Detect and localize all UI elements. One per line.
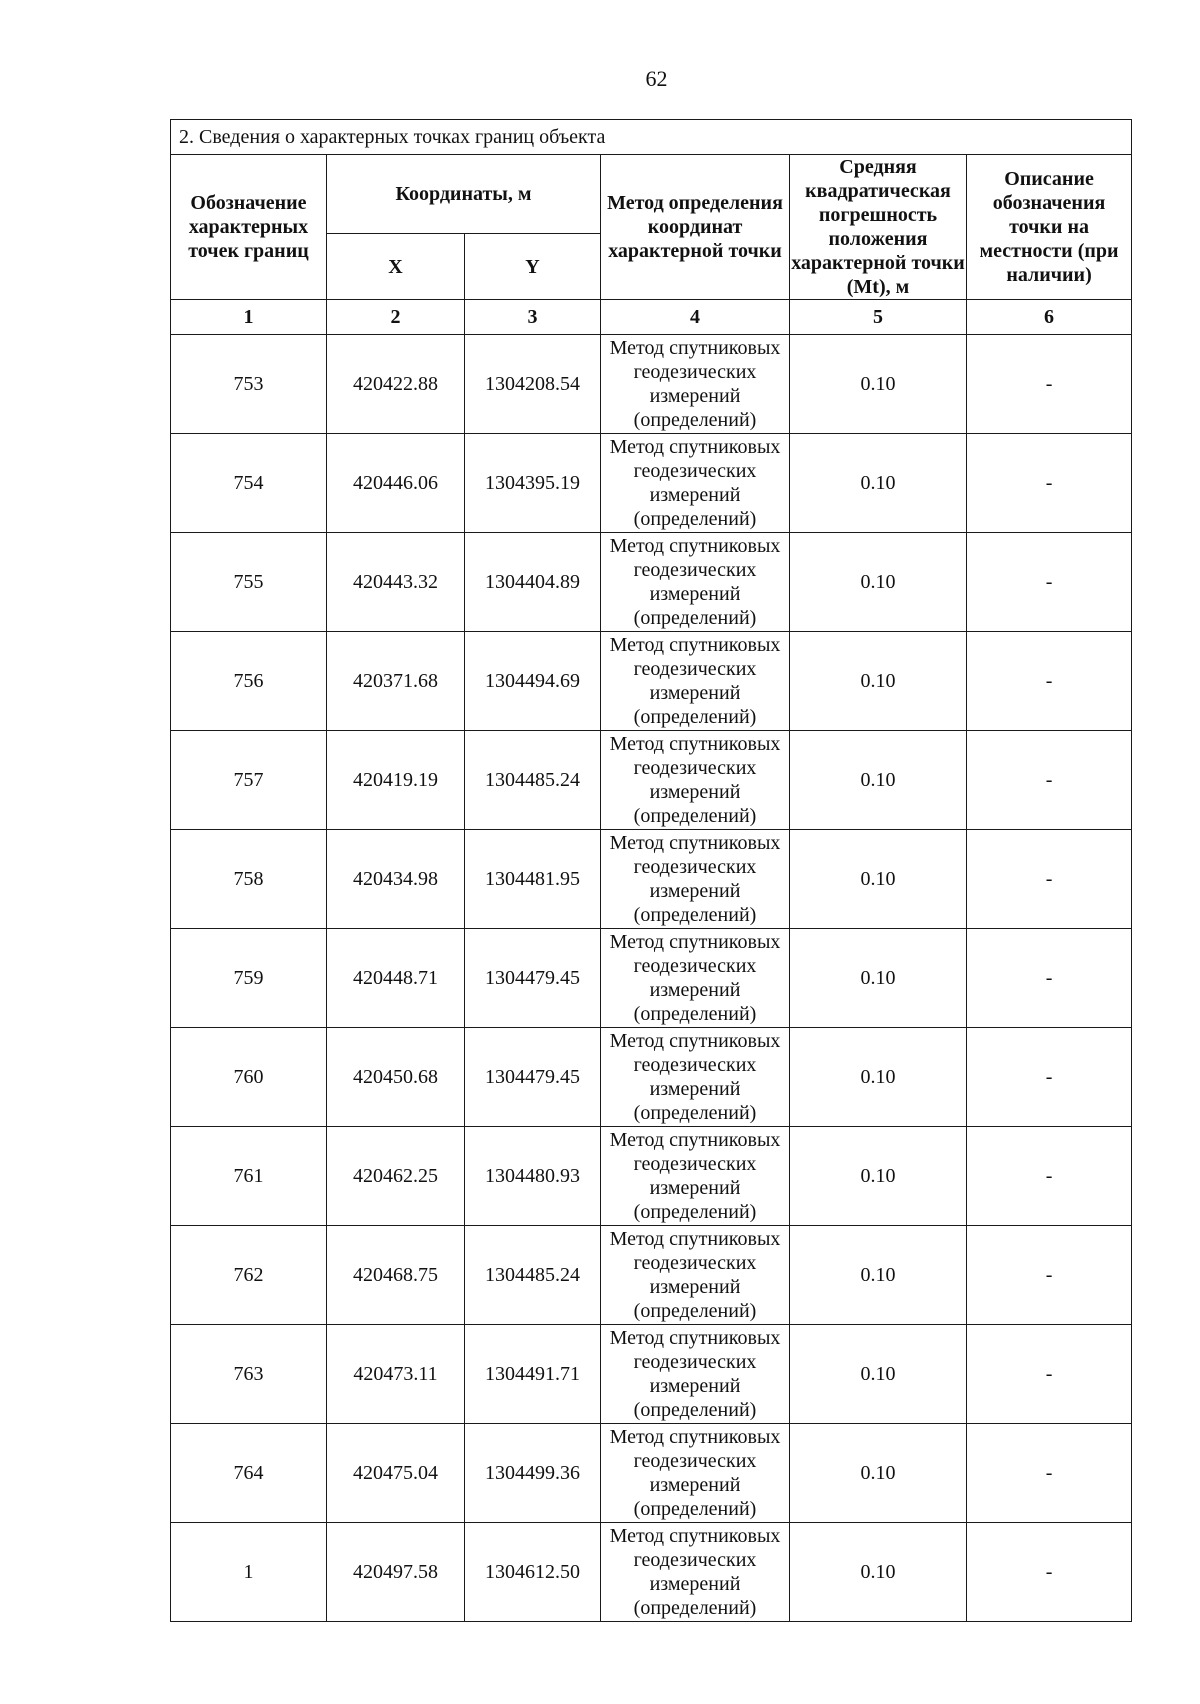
- method-cell: Метод спутниковых геодезических измерений (определений): [601, 434, 790, 533]
- y-cell: 1304485.24: [465, 731, 601, 830]
- x-cell: 420473.11: [327, 1325, 465, 1424]
- error-cell: 0.10: [790, 1226, 967, 1325]
- x-cell: 420475.04: [327, 1424, 465, 1523]
- y-cell: 1304479.45: [465, 929, 601, 1028]
- point-cell: 761: [171, 1127, 327, 1226]
- point-cell: 754: [171, 434, 327, 533]
- column-number: 2: [327, 300, 465, 335]
- y-cell: 1304404.89: [465, 533, 601, 632]
- description-cell: -: [967, 731, 1132, 830]
- error-cell: 0.10: [790, 830, 967, 929]
- point-cell: 759: [171, 929, 327, 1028]
- point-cell: 757: [171, 731, 327, 830]
- column-number: 5: [790, 300, 967, 335]
- point-cell: 763: [171, 1325, 327, 1424]
- table-row: [171, 731, 1132, 830]
- table-row: [171, 632, 1132, 731]
- y-cell: 1304485.24: [465, 1226, 601, 1325]
- description-cell: -: [967, 434, 1132, 533]
- description-cell: -: [967, 1325, 1132, 1424]
- point-cell: 764: [171, 1424, 327, 1523]
- x-cell: 420446.06: [327, 434, 465, 533]
- error-cell: 0.10: [790, 533, 967, 632]
- error-cell: 0.10: [790, 335, 967, 434]
- y-cell: 1304479.45: [465, 1028, 601, 1127]
- boundary-points-table: [170, 119, 1132, 1622]
- y-cell: 1304499.36: [465, 1424, 601, 1523]
- table-row: [171, 1226, 1132, 1325]
- method-cell: Метод спутниковых геодезических измерений (определений): [601, 929, 790, 1028]
- description-cell: -: [967, 1424, 1132, 1523]
- header-x: X: [327, 234, 465, 300]
- column-number: 1: [171, 300, 327, 335]
- method-cell: Метод спутниковых геодезических измерений (определений): [601, 1424, 790, 1523]
- y-cell: 1304494.69: [465, 632, 601, 731]
- y-cell: 1304395.19: [465, 434, 601, 533]
- table-row: [171, 1028, 1132, 1127]
- method-cell: Метод спутниковых геодезических измерений (определений): [601, 1523, 790, 1622]
- table-row: [171, 1523, 1132, 1622]
- method-cell: Метод спутниковых геодезических измерений (определений): [601, 1226, 790, 1325]
- method-cell: Метод спутниковых геодезических измерений (определений): [601, 731, 790, 830]
- error-cell: 0.10: [790, 1325, 967, 1424]
- point-cell: 762: [171, 1226, 327, 1325]
- point-cell: 760: [171, 1028, 327, 1127]
- x-cell: 420419.19: [327, 731, 465, 830]
- description-cell: -: [967, 1127, 1132, 1226]
- table-row: [171, 533, 1132, 632]
- error-cell: 0.10: [790, 1424, 967, 1523]
- section-title: 2. Сведения о характерных точках границ объекта: [171, 120, 1132, 155]
- y-cell: 1304612.50: [465, 1523, 601, 1622]
- point-cell: 755: [171, 533, 327, 632]
- description-cell: -: [967, 632, 1132, 731]
- error-cell: 0.10: [790, 1523, 967, 1622]
- header-error: Средняя квадратическая погрешность положения характерной точки (Mt), м: [791, 156, 965, 298]
- description-cell: -: [967, 1226, 1132, 1325]
- page-number: 62: [645, 66, 668, 91]
- method-cell: Метод спутниковых геодезических измерений (определений): [601, 1028, 790, 1127]
- column-number: 4: [601, 300, 790, 335]
- table-row: [171, 1127, 1132, 1226]
- error-cell: 0.10: [790, 929, 967, 1028]
- table-row: [171, 1325, 1132, 1424]
- y-cell: 1304491.71: [465, 1325, 601, 1424]
- error-cell: 0.10: [790, 1028, 967, 1127]
- y-cell: 1304480.93: [465, 1127, 601, 1226]
- point-cell: 753: [171, 335, 327, 434]
- x-cell: 420468.75: [327, 1226, 465, 1325]
- y-cell: 1304481.95: [465, 830, 601, 929]
- method-cell: Метод спутниковых геодезических измерений (определений): [601, 632, 790, 731]
- column-number: 6: [967, 300, 1132, 335]
- error-cell: 0.10: [790, 1127, 967, 1226]
- x-cell: 420448.71: [327, 929, 465, 1028]
- table-row: [171, 434, 1132, 533]
- description-cell: -: [967, 929, 1132, 1028]
- y-cell: 1304208.54: [465, 335, 601, 434]
- method-cell: Метод спутниковых геодезических измерений (определений): [601, 533, 790, 632]
- point-cell: 1: [171, 1523, 327, 1622]
- method-cell: Метод спутниковых геодезических измерений (определений): [601, 830, 790, 929]
- method-cell: Метод спутниковых геодезических измерений (определений): [601, 335, 790, 434]
- description-cell: -: [967, 830, 1132, 929]
- error-cell: 0.10: [790, 434, 967, 533]
- error-cell: 0.10: [790, 731, 967, 830]
- table-row: [171, 1424, 1132, 1523]
- point-cell: 758: [171, 830, 327, 929]
- description-cell: -: [967, 1028, 1132, 1127]
- header-coordinates: Координаты, м: [327, 155, 601, 234]
- x-cell: 420450.68: [327, 1028, 465, 1127]
- x-cell: 420422.88: [327, 335, 465, 434]
- error-cell: 0.10: [790, 632, 967, 731]
- header-y: Y: [465, 234, 601, 300]
- method-cell: Метод спутниковых геодезических измерений (определений): [601, 1127, 790, 1226]
- column-number: 3: [465, 300, 601, 335]
- x-cell: 420371.68: [327, 632, 465, 731]
- x-cell: 420497.58: [327, 1523, 465, 1622]
- header-method: Метод определения координат характерной точки: [601, 155, 790, 300]
- header-description: Описание обозначения точки на местности (при наличии): [967, 155, 1132, 300]
- header-designation: Обозначение характерных точек границ: [171, 155, 327, 300]
- table-row: [171, 830, 1132, 929]
- table-row: [171, 335, 1132, 434]
- point-cell: 756: [171, 632, 327, 731]
- description-cell: -: [967, 335, 1132, 434]
- x-cell: 420434.98: [327, 830, 465, 929]
- description-cell: -: [967, 1523, 1132, 1622]
- description-cell: -: [967, 533, 1132, 632]
- x-cell: 420462.25: [327, 1127, 465, 1226]
- x-cell: 420443.32: [327, 533, 465, 632]
- method-cell: Метод спутниковых геодезических измерений (определений): [601, 1325, 790, 1424]
- table-row: [171, 929, 1132, 1028]
